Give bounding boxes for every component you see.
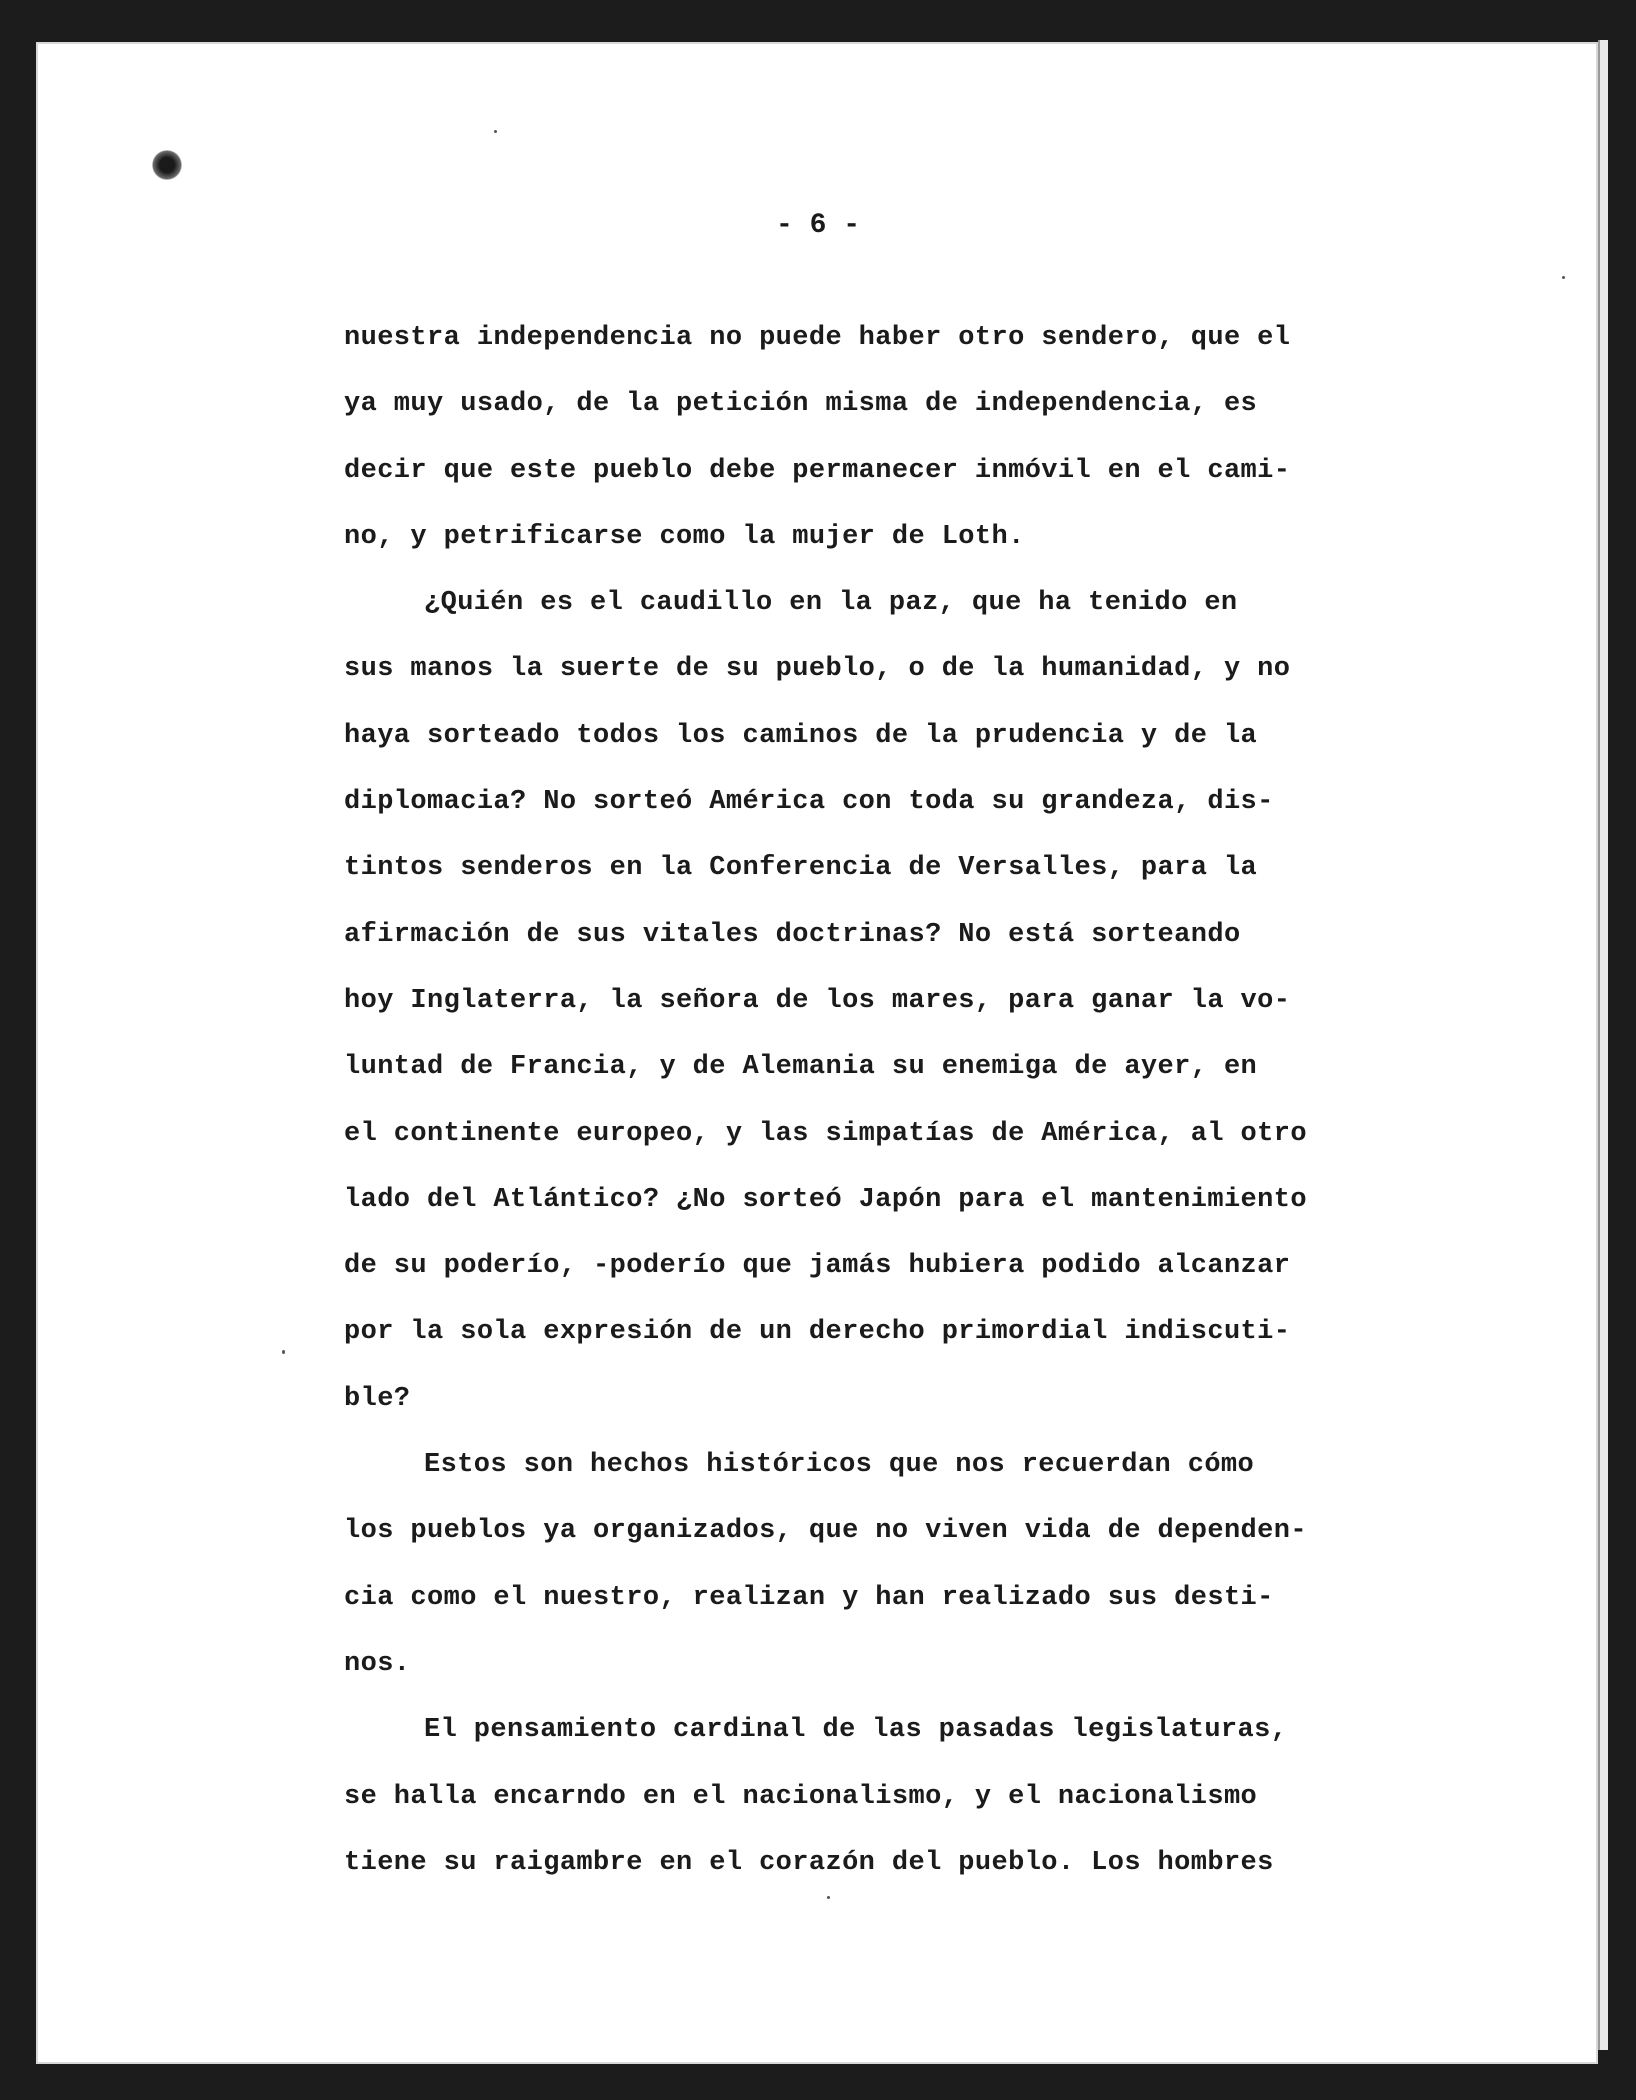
text-line: Estos son hechos históricos que nos recuerdan cómo [424,1450,1255,1481]
text-line: decir que este pueblo debe permanecer inmóvil en el cami- [344,455,1291,486]
paragraph [344,305,1464,570]
page-edge-shadow [1598,40,1608,2050]
text-line: no, y petrificarse como la mujer de Loth. [344,521,1025,552]
page-number: - 6 - [775,210,860,241]
body-text [344,305,1464,1896]
text-line: por la sola expresión de un derecho primordial indiscuti- [344,1317,1291,1348]
text-line: de su poderío, -poderío que jamás hubiera podido alcanzar [344,1251,1291,1282]
text-line: haya sorteado todos los caminos de la prudencia y de la [344,720,1258,751]
text-line: afirmación de sus vitales doctrinas? No está sorteando [344,919,1241,950]
text-line: sus manos la suerte de su pueblo, o de la humanidad, y no [344,654,1291,685]
text-line: tintos senderos en la Conferencia de Versalles, para la [344,853,1258,884]
text-line: ble? [344,1383,411,1414]
text-line: diplomacia? No sorteó América con toda su grandeza, dis- [344,787,1274,818]
paragraph [344,1432,1464,1697]
ink-speck [282,1350,285,1354]
text-line: tiene su raigambre en el corazón del pueblo. Los hombres [344,1847,1274,1878]
text-line: lado del Atlántico? ¿No sorteó Japón para el mantenimiento [344,1184,1307,1215]
text-line: nuestra independencia no puede haber otro sendero, que el [344,323,1291,353]
paragraph [344,570,1464,1432]
text-line: nos. [344,1648,411,1679]
paragraph [344,1697,1464,1896]
text-line: ¿Quién es el caudillo en la paz, que ha tenido en [424,588,1238,619]
ink-speck [1562,276,1565,279]
text-line: se halla encarndo en el nacionalismo, y el nacionalismo [344,1781,1258,1812]
text-line: hoy Inglaterra, la señora de los mares, para ganar la vo- [344,985,1291,1016]
ink-speck [827,1896,830,1899]
text-line: cia como el nuestro, realizan y han realizado sus desti- [344,1582,1274,1613]
text-line: los pueblos ya organizados, que no viven vida de dependen- [344,1516,1307,1547]
text-line: El pensamiento cardinal de las pasadas legislaturas, [424,1715,1288,1746]
ink-speck [494,130,497,133]
text-line: luntad de Francia, y de Alemania su enemiga de ayer, en [344,1052,1258,1083]
text-line: el continente europeo, y las simpatías de América, al otro [344,1118,1307,1149]
punch-hole-mark [152,150,182,180]
text-line: ya muy usado, de la petición misma de independencia, es [344,389,1258,420]
